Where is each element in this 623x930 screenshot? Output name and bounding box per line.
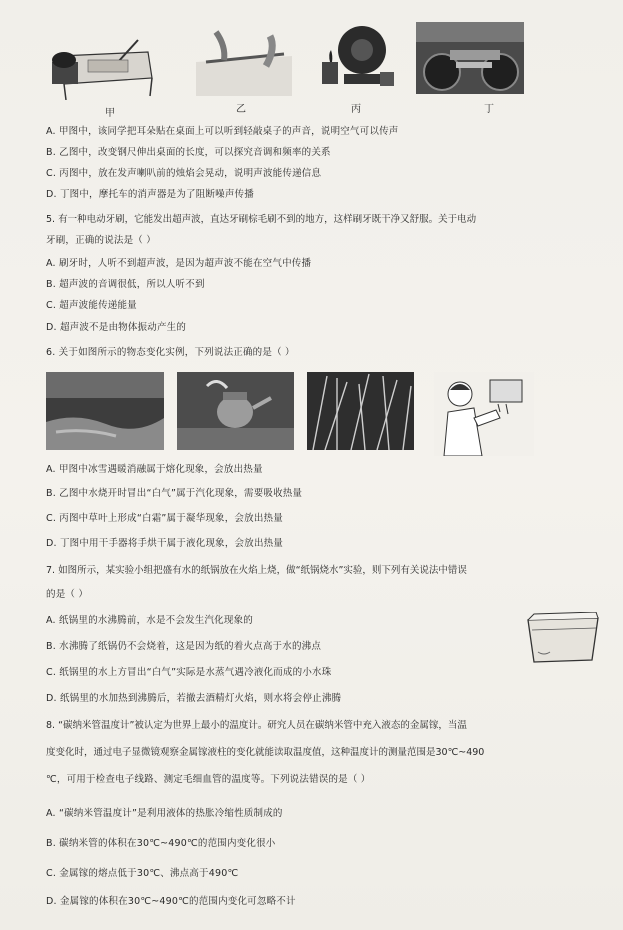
q5-option-b: B. 超声波的音调很低，所以人听不到 (46, 279, 205, 290)
q6-option-a: A. 甲图中冰雪遇暖消融属于熔化现象，会放出热量 (46, 464, 263, 475)
figure-q6-ding-hand-dryer (434, 372, 534, 456)
q5-option-a: A. 刷牙时，人听不到超声波，是因为超声波不能在空气中传播 (46, 258, 312, 269)
figure-q6-jia-snow (46, 372, 164, 450)
q8-stem-line3: ℃，可用于检查电子线路、测定毛细血管的温度等。下列说法错误的是（ ） (46, 774, 371, 785)
figure-jia-desk (48, 34, 154, 100)
q5-stem-line1: 5. 有一种电动牙刷，它能发出超声波，直达牙刷棕毛刷不到的地方，这样刷牙既干净又舒服。关于电动 (46, 214, 477, 225)
q4-option-d: D. 丁图中，摩托车的消声器是为了阻断噪声传播 (46, 189, 254, 200)
q7-option-d: D. 纸锅里的水加热到沸腾后，若撤去酒精灯火焰，则水将会停止沸腾 (46, 693, 342, 704)
q8-option-d: D. 金属镓的体积在30℃~490℃的范围内变化可忽略不计 (46, 896, 296, 907)
q8-option-b: B. 碳纳米管的体积在30℃~490℃的范围内变化很小 (46, 838, 276, 849)
q5-stem-line2: 牙刷，正确的说法是（ ） (46, 235, 156, 246)
q8-stem-line2: 度变化时，通过电子显微镜观察金属镓液柱的变化就能读取温度值，这种温度计的测量范围是30℃~490 (46, 747, 485, 758)
q6-option-c: C. 丙图中草叶上形成“白霜”属于凝华现象，会放出热量 (46, 513, 283, 524)
q6-stem: 6. 关于如图所示的物态变化实例，下列说法正确的是（ ） (46, 347, 295, 358)
q7-option-c: C. 纸锅里的水上方冒出“白气”实际是水蒸气遇冷液化而成的小水珠 (46, 667, 332, 678)
q5-option-d: D. 超声波不是由物体振动产生的 (46, 322, 187, 333)
q7-stem-line2: 的是（ ） (46, 589, 89, 600)
figure-ding-motorcycle (416, 22, 524, 94)
q8-option-a: A. “碳纳米管温度计”是利用液体的热胀冷缩性质制成的 (46, 808, 283, 819)
q7-stem-line1: 7. 如图所示，某实验小组把盛有水的纸锅放在火焰上烧，做“纸锅烧水”实验，则下列有关说法中错误 (46, 565, 467, 576)
q6-option-d: D. 丁图中用干手器将手烘干属于液化现象，会放出热量 (46, 538, 284, 549)
q4-option-a: A. 甲图中，该同学把耳朵贴在桌面上可以听到轻敲桌子的声音，说明空气可以传声 (46, 126, 399, 137)
figure-bing-speaker (318, 22, 402, 92)
q8-option-c: C. 金属镓的熔点低于30℃、沸点高于490℃ (46, 868, 239, 879)
caption-jia: 甲 (105, 108, 115, 119)
caption-bing: 丙 (351, 104, 361, 115)
figure-q6-yi-kettle (177, 372, 294, 450)
q4-option-c: C. 丙图中，放在发声喇叭前的烛焰会晃动，说明声波能传递信息 (46, 168, 322, 179)
caption-ding: 丁 (484, 104, 494, 115)
figure-q7-paper-pot (524, 612, 602, 668)
figure-yi-ruler (196, 26, 292, 96)
q5-option-c: C. 超声波能传递能量 (46, 300, 137, 311)
q7-option-a: A. 纸锅里的水沸腾前，水是不会发生汽化现象的 (46, 615, 253, 626)
q6-option-b: B. 乙图中水烧开时冒出“白气”属于汽化现象，需要吸收热量 (46, 488, 303, 499)
q8-stem-line1: 8. “碳纳米管温度计”被认定为世界上最小的温度计。研究人员在碳纳米管中充入液态的金属镓，当温 (46, 720, 467, 731)
q4-option-b: B. 乙图中，改变钢尺伸出桌面的长度，可以探究音调和频率的关系 (46, 147, 331, 158)
q7-option-b: B. 水沸腾了纸锅仍不会烧着，这是因为纸的着火点高于水的沸点 (46, 641, 322, 652)
caption-yi: 乙 (236, 104, 246, 115)
figure-q6-bing-frost (307, 372, 414, 450)
